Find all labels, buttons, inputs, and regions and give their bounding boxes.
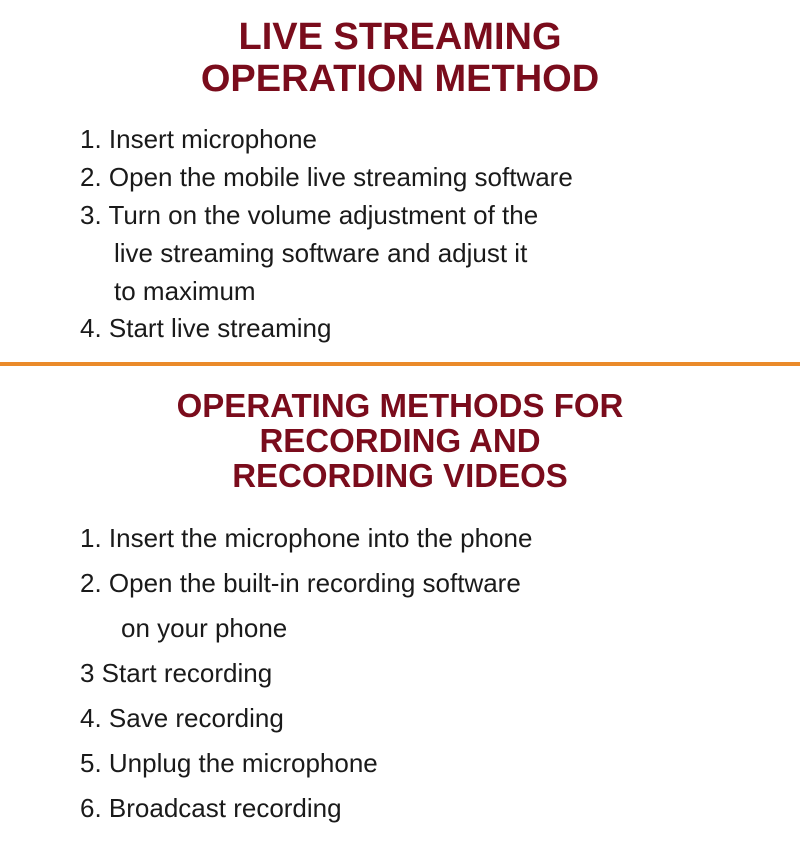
live-streaming-title: [0, 18, 800, 98]
title-line: RECORDING VIDEOS: [232, 457, 568, 494]
step-start-recording: 3 Start recording: [80, 658, 273, 688]
step-insert-microphone: 1. Insert microphone: [80, 124, 318, 154]
title-line: LIVE STREAMING: [238, 16, 562, 58]
step-turn-on-volume-cont: to maximum: [114, 276, 256, 306]
title-line: OPERATING METHODS FOR: [176, 387, 624, 424]
step-broadcast-recording: 6. Broadcast recording: [80, 793, 342, 823]
step-insert-into-phone: 1. Insert the microphone into the phone: [80, 523, 533, 553]
title-line: OPERATION METHOD: [200, 58, 600, 100]
title-line: RECORDING AND: [259, 422, 541, 459]
step-open-recording-software-cont: on your phone: [121, 613, 288, 643]
step-turn-on-volume-cont: live streaming software and adjust it: [114, 238, 528, 268]
step-start-live-streaming: 4. Start live streaming: [80, 313, 332, 343]
step-turn-on-volume: 3. Turn on the volume adjustment of the: [80, 200, 539, 230]
step-open-live-software: 2. Open the mobile live streaming software: [80, 162, 573, 192]
step-unplug-microphone: 5. Unplug the microphone: [80, 748, 378, 778]
section-divider: [0, 362, 800, 366]
recording-title: [0, 389, 800, 492]
step-save-recording: 4. Save recording: [80, 703, 284, 733]
step-open-recording-software: 2. Open the built-in recording software: [80, 568, 521, 598]
